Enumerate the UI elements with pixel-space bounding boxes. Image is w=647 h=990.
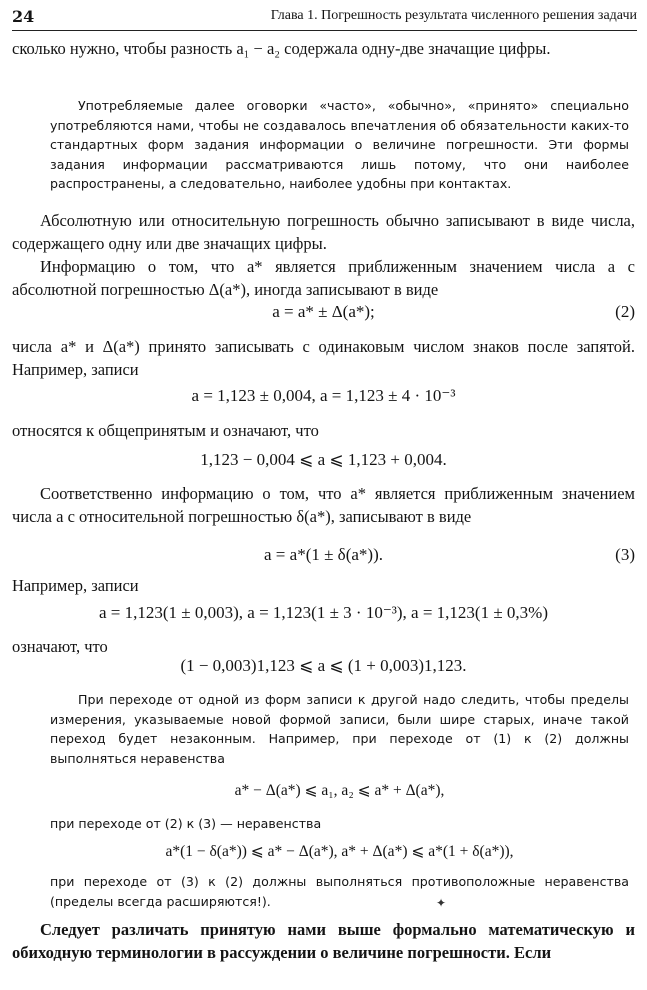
equation-2: [12, 302, 635, 322]
equation-examples-absolute: a = 1,123 ± 0,004, a = 1,123 ± 4 · 10⁻³: [191, 386, 456, 405]
equation-2-body: a = a* ± Δ(a*);: [272, 302, 375, 321]
paragraph-mean-that: означают, что: [12, 637, 108, 656]
paragraph-continuation: сколько нужно, чтобы разность a₁ − a₂ содержала одну-две значащие цифры.: [12, 39, 551, 58]
paragraph-commonly-accepted: относятся к общепринятым и означают, что: [12, 421, 319, 440]
paragraph-significant-digits: Абсолютную или относительную погрешность обычно записывают в виде числа, содержащего одну или две значащих цифры.: [12, 211, 635, 253]
paragraph-terminology: Следует различать принятую нами выше формально математическую и обиходную терминологии в рассуждении о величине погрешности. Если: [12, 920, 635, 962]
paragraph-absolute-error-info: Информацию о том, что a* является приближенным значением числа a с абсолютной погрешностью Δ(a*), иногда записывают в виде: [12, 257, 635, 299]
running-head: Глава 1. Погрешность результата численного решения задачи: [270, 8, 637, 23]
equation-examples-relative: a = 1,123(1 ± 0,003), a = 1,123(1 ± 3 · 10⁻³), a = 1,123(1 ± 0,3%): [99, 603, 548, 622]
note-conventions: Употребляемые далее оговорки «часто», «обычно», «принято» специально употребляются нами, чтобы не создавалось впечатления об обязательности каких-то стандартных форм задания информации о величине погрешности. Эти формы задания информации рассматриваются лишь потому, что они наиболее распространены, а следовательно, наиболее удобны при контактах.: [50, 98, 629, 191]
note-transition-2-3: при переходе от (2) к (3) — неравенства: [50, 816, 322, 831]
equation-3-body: a = a*(1 ± δ(a*)).: [264, 545, 383, 564]
ink-blot-mark: ✦: [436, 896, 447, 910]
equation-2-number: (2): [615, 302, 635, 321]
note-transition-3-2: при переходе от (3) к (2) должны выполняться противоположные неравенства (пределы всегда расширяются!).: [50, 874, 629, 909]
equation-bounds-relative: (1 − 0,003)1,123 ⩽ a ⩽ (1 + 0,003)1,123.: [180, 656, 467, 675]
equation-inequalities-2-3: a*(1 − δ(a*)) ⩽ a* − Δ(a*), a* + Δ(a*) ⩽ a*(1 + δ(a*)),: [165, 843, 514, 860]
equation-inequalities-1-2: a* − Δ(a*) ⩽ a₁, a₂ ⩽ a* + Δ(a*),: [234, 782, 445, 799]
paragraph-relative-error-info: Соответственно информацию о том, что a* является приближенным значением числа a с относительной погрешностью δ(a*), записывают в виде: [12, 484, 635, 526]
equation-3: [12, 545, 635, 565]
page-header: [12, 4, 637, 31]
equation-bounds-absolute: 1,123 − 0,004 ⩽ a ⩽ 1,123 + 0,004.: [200, 450, 447, 469]
page-number: 24: [12, 7, 35, 26]
paragraph-same-digits: числа a* и Δ(a*) принято записывать с одинаковым числом знаков после запятой. Например, записи: [12, 337, 635, 379]
paragraph-for-example: Например, записи: [12, 576, 139, 595]
equation-3-number: (3): [615, 545, 635, 564]
note-form-transition: При переходе от одной из форм записи к другой надо следить, чтобы пределы измерения, указываемые новой формой записи, были шире старых, иначе такой переход будет незаконным. Например, при переходе от (1) к (2) должны выполняться неравенства: [50, 692, 629, 766]
